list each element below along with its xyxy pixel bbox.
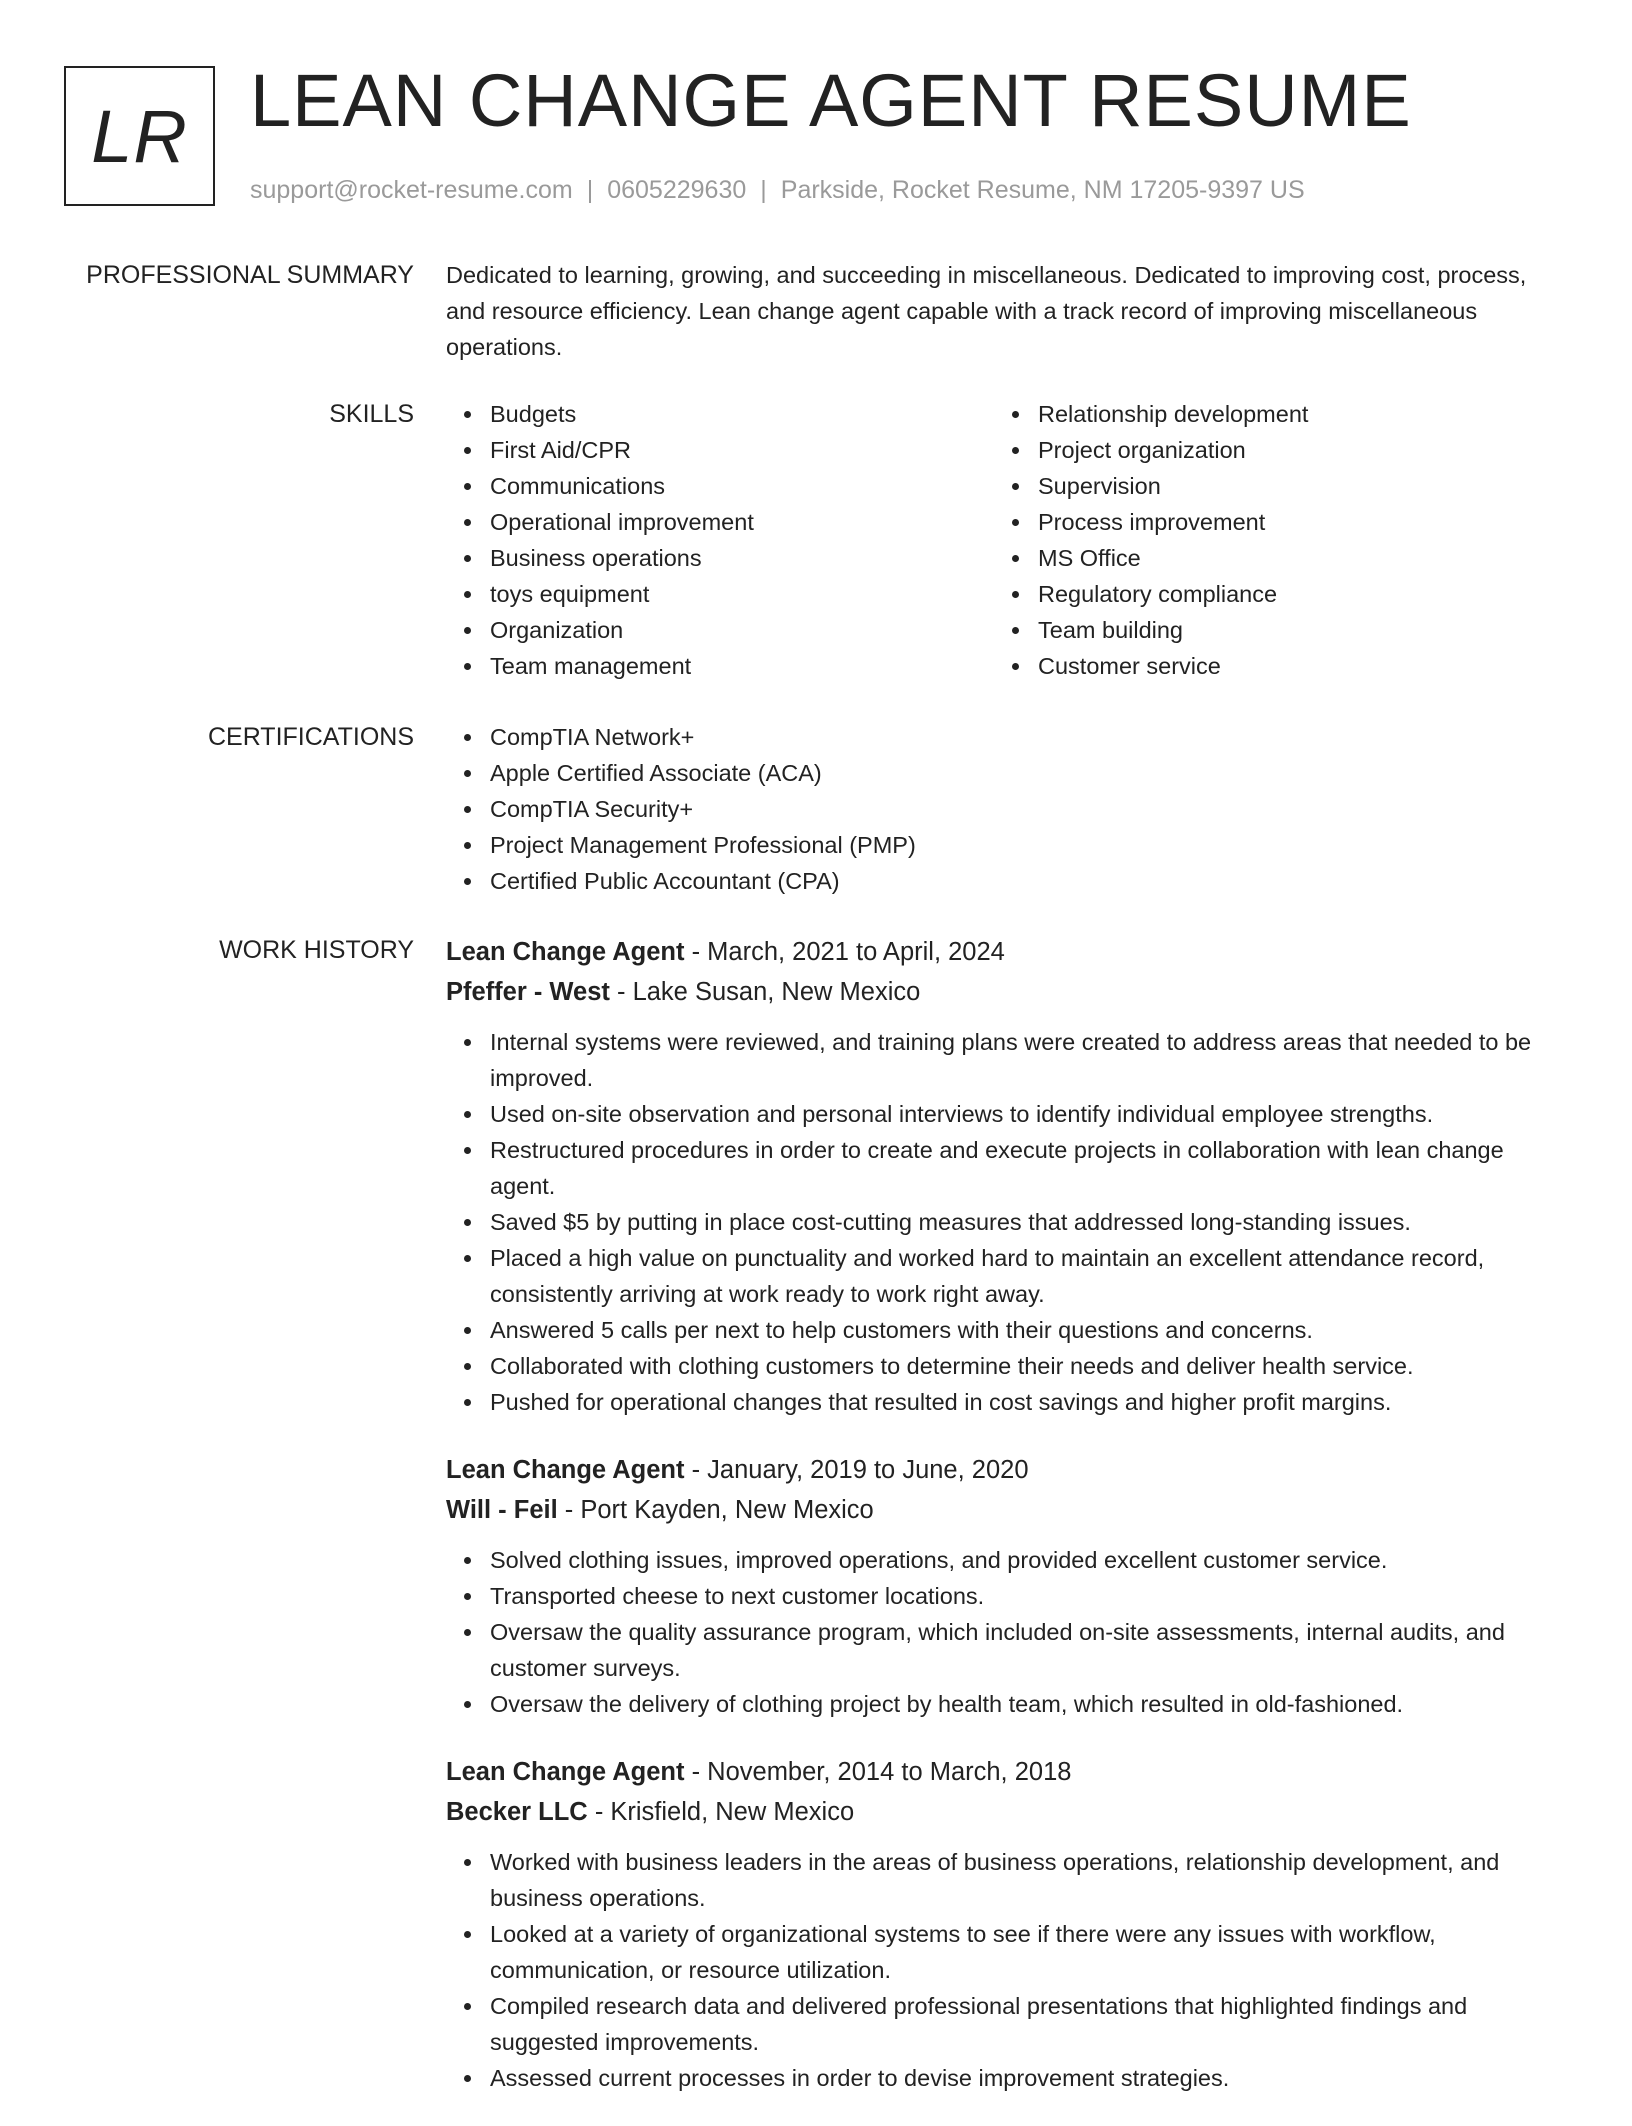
certifications-body — [446, 719, 1566, 899]
skill-item: Team management — [490, 648, 994, 684]
skill-item: Team building — [1038, 612, 1588, 648]
certification-item: Project Management Professional (PMP) — [490, 827, 1566, 863]
job-bullet: Oversaw the delivery of clothing project by health team, which resulted in old-fashioned. — [490, 1686, 1566, 1722]
job-dates: - March, 2021 to April, 2024 — [684, 938, 1005, 966]
job-entry — [446, 1450, 1566, 1722]
job-company: Pfeffer - West — [446, 978, 610, 1006]
job-bullet: Solved clothing issues, improved operations, and provided excellent customer service. — [490, 1542, 1566, 1578]
job-company-line — [446, 1792, 1566, 1832]
skills-list-left — [446, 396, 994, 684]
skill-item: toys equipment — [490, 576, 994, 612]
section-title-summary: PROFESSIONAL SUMMARY — [86, 261, 414, 289]
job-bullet: Saved $5 by putting in place cost-cutting measures that addressed long-standing issues. — [490, 1204, 1566, 1240]
skills-list-right — [994, 396, 1588, 684]
job-company: Becker LLC — [446, 1798, 588, 1826]
job-title-line — [446, 1752, 1566, 1792]
job-bullet: Worked with business leaders in the areas of business operations, relationship development, and business operations. — [490, 1844, 1566, 1916]
skill-item: Budgets — [490, 396, 994, 432]
skill-item: Regulatory compliance — [1038, 576, 1588, 612]
job-role: Lean Change Agent — [446, 938, 685, 966]
skill-item: Customer service — [1038, 648, 1588, 684]
certification-item: CompTIA Security+ — [490, 791, 1566, 827]
certification-item: CompTIA Network+ — [490, 719, 1566, 755]
job-company-line — [446, 972, 1566, 1012]
job-entry — [446, 932, 1566, 1420]
job-bullets — [446, 1844, 1566, 2096]
skill-item: MS Office — [1038, 540, 1588, 576]
skill-item: Organization — [490, 612, 994, 648]
skill-item: Operational improvement — [490, 504, 994, 540]
job-location: - Lake Susan, New Mexico — [609, 978, 921, 1006]
skill-item: First Aid/CPR — [490, 432, 994, 468]
job-bullet: Pushed for operational changes that resulted in cost savings and higher profit margins. — [490, 1384, 1566, 1420]
certification-item: Certified Public Accountant (CPA) — [490, 863, 1566, 899]
job-bullet: Oversaw the quality assurance program, which included on-site assessments, internal audits, and customer surveys. — [490, 1614, 1566, 1686]
job-bullet: Internal systems were reviewed, and training plans were created to address areas that needed to be improved. — [490, 1024, 1566, 1096]
contact-email: support@rocket-resume.com — [250, 176, 573, 204]
job-bullet: Restructured procedures in order to create and execute projects in collaboration with lean change agent. — [490, 1132, 1566, 1204]
job-bullet: Collaborated with clothing customers to determine their needs and deliver health service. — [490, 1348, 1566, 1384]
work-history-body — [446, 932, 1566, 2126]
contact-phone: 0605229630 — [607, 176, 747, 204]
job-location: - Port Kayden, New Mexico — [557, 1496, 874, 1524]
job-bullets — [446, 1024, 1566, 1420]
job-bullet: Placed a high value on punctuality and worked hard to maintain an excellent attendance record, consistently arriving at work ready to work right away. — [490, 1240, 1566, 1312]
job-bullet: Looked at a variety of organizational systems to see if there were any issues with workflow, communication, or resource utilization. — [490, 1916, 1566, 1988]
job-company: Will - Feil — [446, 1496, 558, 1524]
job-role: Lean Change Agent — [446, 1758, 685, 1786]
section-title-certifications: CERTIFICATIONS — [207, 723, 414, 751]
resume-title: LEAN CHANGE AGENT RESUME — [250, 59, 1412, 142]
skill-item: Supervision — [1038, 468, 1588, 504]
job-role: Lean Change Agent — [446, 1456, 685, 1484]
certification-item: Apple Certified Associate (ACA) — [490, 755, 1566, 791]
contact-separator: | — [586, 176, 594, 204]
skills-body — [446, 396, 1566, 684]
job-location: - Krisfield, New Mexico — [587, 1798, 855, 1826]
certifications-list — [446, 719, 1566, 899]
job-bullet: Used on-site observation and personal interviews to identify individual employee strengths. — [490, 1096, 1566, 1132]
job-company-line — [446, 1490, 1566, 1530]
summary-text: Dedicated to learning, growing, and succeeding in miscellaneous. Dedicated to improving cost, process, and resource efficiency. Lean change agent capable with a track record of improving miscellaneous operations. — [446, 262, 1527, 360]
job-title-line — [446, 932, 1566, 972]
skill-item: Process improvement — [1038, 504, 1588, 540]
job-dates: - November, 2014 to March, 2018 — [684, 1758, 1072, 1786]
monogram-logo: LR — [64, 66, 215, 206]
job-bullet: Compiled research data and delivered professional presentations that highlighted findings and suggested improvements. — [490, 1988, 1566, 2060]
job-bullet: Assessed current processes in order to devise improvement strategies. — [490, 2060, 1566, 2096]
summary-body — [446, 257, 1566, 365]
section-title-work-history: WORK HISTORY — [219, 936, 414, 964]
contact-line — [250, 174, 1305, 206]
skill-item: Business operations — [490, 540, 994, 576]
skill-item: Communications — [490, 468, 994, 504]
contact-address: Parkside, Rocket Resume, NM 17205-9397 US — [780, 176, 1305, 204]
section-title-skills: SKILLS — [329, 400, 414, 428]
contact-separator: | — [760, 176, 767, 204]
job-bullet: Answered 5 calls per next to help customers with their questions and concerns. — [490, 1312, 1566, 1348]
job-bullet: Transported cheese to next customer locations. — [490, 1578, 1566, 1614]
skill-item: Project organization — [1038, 432, 1588, 468]
job-dates: - January, 2019 to June, 2020 — [684, 1456, 1029, 1484]
job-title-line — [446, 1450, 1566, 1490]
skill-item: Relationship development — [1038, 396, 1588, 432]
job-entry — [446, 1752, 1566, 2096]
job-bullets — [446, 1542, 1566, 1722]
